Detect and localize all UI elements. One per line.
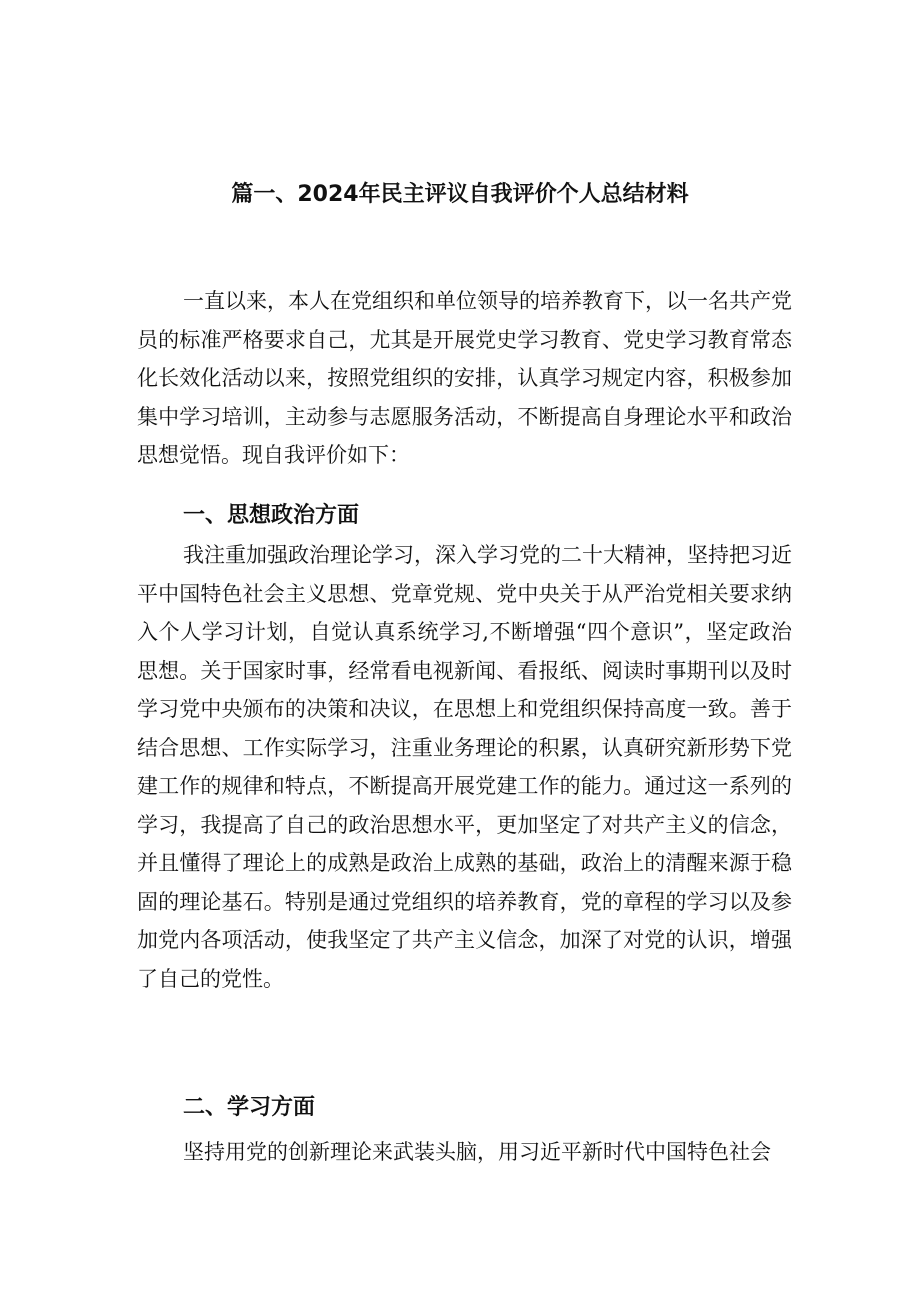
document-title: 篇一、2024年民主评议自我评价个人总结材料: [231, 182, 689, 207]
section-heading-political: 一、思想政治方面: [183, 503, 360, 528]
section-heading-study: 二、学习方面: [183, 1095, 316, 1120]
section-body-political: 我注重加强政治理论学习，深入学习党的二十大精神，坚持把习近平中国特色社会主义思想、党章党规、党中央关于从严治党相关要求纳入个人学习计划，自觉认真系统学习,不断增强“四个意识”，坚定政治思想。关于国家时事，经常看电视新闻、看报纸、阅读时事期刊以及时学习党中央颁布的决策和决议，在思想上和党组织保持高度一致。善于结合思想、工作实际学习，注重业务理论的积累，认真研究新形势下党建工作的规律和特点，不断提高开展党建工作的能力。通过这一系列的学习，我提高了自己的政治思想水平，更加坚定了对共产主义的信念，并且懂得了理论上的成熟是政治上成熟的基础，政治上的清醒来源于稳固的理论基石。特别是通过党组织的培养教育，党的章程的学习以及参加党内各项活动，使我坚定了共产主义信念，加深了对党的认识，增强了自己的党性。: [137, 543, 792, 991]
section-body-study: 坚持用党的创新理论来武装头脑，用习近平新时代中国特色社会: [183, 1140, 771, 1164]
intro-paragraph: 一直以来，本人在党组织和单位领导的培养教育下，以一名共产党员的标准严格要求自己，尤其是开展党史学习教育、党史学习教育常态化长效化活动以来，按照党组织的安排，认真学习规定内容，积极参加集中学习培训，主动参与志愿服务活动，不断提高自身理论水平和政治思想觉悟。现自我评价如下：: [137, 289, 792, 467]
